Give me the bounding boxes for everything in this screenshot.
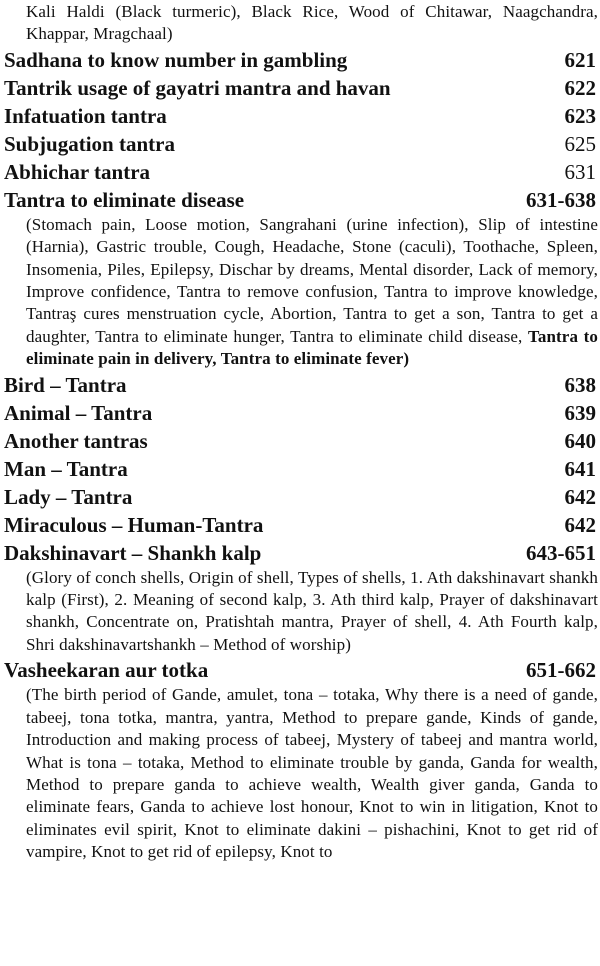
toc-entry [0, 371, 600, 399]
toc-description-text: (Stomach pain, Loose motion, Sangrahani (urine infection), Slip of intestine (Harnia), Gastric trouble, Cough, Headache, Stone (caculi), Toothache, Spleen, Insomenia, Piles, Epilepsy, Dischar by dreams, Mental disorder, Lack of memory, Improve confidence, Tantra to remove confusion, Tantra to improve knowledge, Tantraş cures menstruation cycle, Abortion, Tantra to get a son, Tantra to get a daughter, Tantra to eliminate hunger, Tantra to eliminate child disease, [26, 214, 598, 346]
toc-entry-page: 631-638 [526, 187, 596, 212]
toc-entry [0, 656, 600, 684]
toc-entry-page: 631 [564, 159, 596, 184]
toc-entry-page: 651-662 [526, 658, 596, 683]
toc-entry [0, 158, 600, 186]
toc-entry-title: Tantrik usage of gayatri mantra and havan [4, 75, 391, 100]
toc-entry-page: 625 [564, 131, 596, 156]
toc-description: (Glory of conch shells, Origin of shell, Types of shells, 1. Ath dakshinavart shankh kalp (First), 2. Meaning of second kalp, 3. Ath third kalp, Prayer of dakshinavart shankh, Concentrate on, Pratishtah mantra, Prayer of shell, 4. Ath Fourth kalp, Shri dakshinavartshankh – Method of worship) [26, 567, 598, 654]
toc-description-bold-text: Tantra to eliminate pain in delivery, Tantra to eliminate fever) [26, 326, 598, 369]
toc-entry [0, 74, 600, 102]
toc-entry [0, 455, 600, 483]
toc-entry-page: 640 [564, 428, 596, 453]
toc-entry [0, 46, 600, 74]
toc-entry-title: Miraculous – Human-Tantra [4, 512, 264, 537]
toc-entry [0, 427, 600, 455]
toc-entry [0, 483, 600, 511]
toc-entry-title: Abhichar tantra [4, 159, 151, 184]
toc-entry-title: Infatuation tantra [4, 103, 167, 128]
toc-description: (The birth period of Gande, amulet, tona – totaka, Why there is a need of gande, tabeej, tona totka, mantra, yantra, Method to prepare gande, Kinds of gande, Introduction and making process of tabeej, Mystery of tabeej and mantra world, What is tona – totaka, Method to eliminate trouble by ganda, Ganda for wealth, Method to prepare ganda to achieve wealth, Wealth giver ganda, Ganda to eliminate fears, Ganda to achieve lost honour, Knot to win in litigation, Knot to eliminates evil spirit, Knot to eliminate dakini – pishachini, Knot to get rid of vampire, Knot to get rid of epilepsy, Knot to [26, 685, 598, 862]
toc-entry-title: Bird – Tantra [4, 372, 127, 397]
toc-description [0, 214, 600, 371]
toc-entry [0, 399, 600, 427]
toc-entry [0, 130, 600, 158]
toc-entry-page: 643-651 [526, 540, 596, 565]
toc-entry-title: Man – Tantra [4, 456, 128, 481]
toc-entry-page: 623 [564, 103, 596, 128]
toc-entry [0, 186, 600, 214]
toc-entry-page: 621 [564, 47, 596, 72]
toc-entry-title: Vasheekaran aur totka [4, 658, 209, 683]
toc-entry-title: Subjugation tantra [4, 131, 175, 156]
toc-entry [0, 102, 600, 130]
toc-entry-page: 622 [564, 75, 596, 100]
toc-entry-title: Dakshinavart – Shankh kalp [4, 540, 262, 565]
toc-entry-page: 638 [564, 372, 596, 397]
toc-entry-title: Sadhana to know number in gambling [4, 47, 348, 72]
toc-entry-page: 642 [564, 484, 596, 509]
toc-entry-title: Animal – Tantra [4, 400, 153, 425]
toc-entry-page: 641 [564, 456, 596, 481]
toc-entry [0, 539, 600, 567]
toc-description: Kali Haldi (Black turmeric), Black Rice, Wood of Chitawar, Naagchandra, Khappar, Mragchaal) [26, 2, 598, 44]
toc-entry-page: 642 [564, 512, 596, 537]
toc-entry-title: Another tantras [4, 428, 148, 453]
toc-entry-page: 639 [564, 400, 596, 425]
toc-entry-title: Lady – Tantra [4, 484, 133, 509]
toc-entry [0, 511, 600, 539]
toc-entry-title: Tantra to eliminate disease [4, 187, 245, 212]
